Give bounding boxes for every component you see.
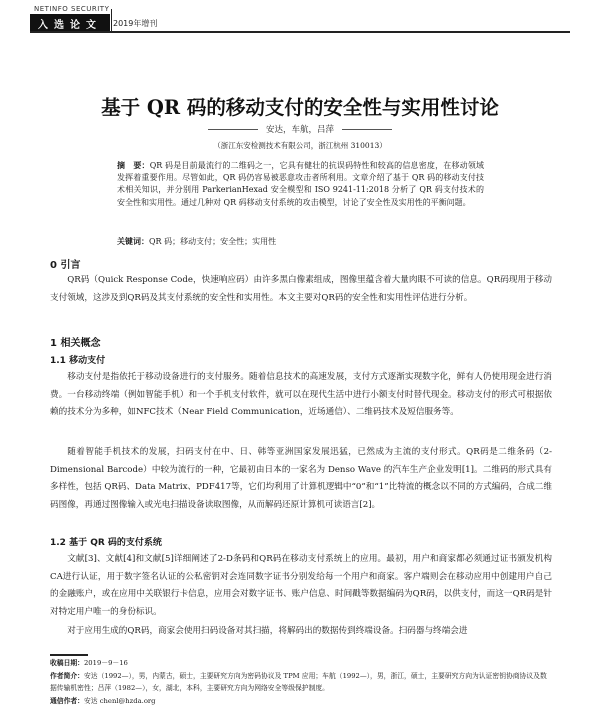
- footnote-rule: [50, 654, 88, 656]
- footnote: [50, 657, 552, 707]
- received-value: 2019－9－16: [83, 659, 128, 667]
- header-rule: [30, 31, 570, 33]
- heading-introduction: 0 引言: [50, 260, 81, 271]
- paragraph-mobile-payment: 移动支付是指依托于移动设备进行的支付服务。随着信息技术的高速发展，支付方式逐渐实现数字化，鲜有人仍使用现金进行消费。一台移动终端（例如智能手机）和一个手机支付软件，就可以在现代生活中进行小额支付时替代现金。移动支付的形式可根据依赖的技术分为多种，如NFC技术（Near Field Communication，近场通信）、二维码技术及短信服务等。: [50, 372, 552, 418]
- journal-header: [0, 0, 600, 34]
- author-line: [0, 123, 600, 135]
- heading-mobile-payment: 1.1 移动支付: [50, 356, 106, 366]
- paragraph-qr-payment-system: 文献[3]、文献[4]和文献[5]详细阐述了2-D条码和QR码在移动支付系统上的应用。最初，用户和商家都必须通过证书颁发机构CA进行认证，用于数字签名认证的公私密钥对会连同数字证书分别发给每一个用户和商家。客户端则会在移动应用中创建用户自己的金融账户，或在应用中关联银行卡信息，应用会对数字证书、账户信息、时间戳等数据编码为QR码，以供支付，而这一QR码是针对特定用户唯一的身份标识。: [50, 554, 552, 617]
- heading-related-concepts: 1 相关概念: [50, 338, 101, 349]
- journal-name: NETINFO SECURITY: [34, 5, 110, 13]
- author-right-rule: [342, 129, 392, 130]
- abstract-text: QR 码是目前最流行的二维码之一，它具有健壮的抗误码特性和较高的信息密度，在移动领域发挥着重要作用。尽管如此，QR 码仍容易被恶意攻击者所利用。文章介绍了基于 QR 码的移动支付技术相关知识，并分别用 ParkerianHexad 安全模型和 ISO 9241-11:2018 分析了 QR 码支付技术的安全性和实用性。通过几种对 QR 码移动支付系统的攻击模型，讨论了安全性及实用性的平衡问题。: [117, 161, 484, 207]
- section-tab: 入选论文: [38, 20, 102, 31]
- contact-value: 安达 chenl@hzda.org: [83, 696, 156, 705]
- paper-title: 基于 QR 码的移动支付的安全性与实用性讨论: [101, 96, 499, 119]
- issue-label: 2019年增刊: [113, 19, 158, 28]
- authors: 安达，车航，吕萍: [265, 125, 334, 135]
- received-label: 收稿日期：: [50, 659, 84, 667]
- affiliation: （浙江东安检测技术有限公司，浙江杭州 310013）: [213, 141, 387, 150]
- header-divider: [111, 9, 112, 31]
- paragraph-qr-scan: 对于应用生成的QR码，商家会使用扫码设备对其扫描，将解码出的数据传到终端设备。扫码器与终端会进: [67, 626, 468, 636]
- abstract: [117, 160, 484, 209]
- contact-label: 通信作者：: [50, 696, 84, 705]
- author-bio: [50, 670, 552, 695]
- author-left-rule: [208, 129, 258, 130]
- heading-qr-payment-system: 1.2 基于 QR 码的支付系统: [50, 538, 162, 548]
- bio-label: 作者简介：: [50, 671, 84, 680]
- bio-text: 安达（1992—），男，内蒙古，硕士，主要研究方向为密码协议及 TPM 应用；车航（1992—），男，浙江，硕士，主要研究方向为认证密钥协商协议及数据传输机密性；吕萍（1982—），女，湖北，本科，主要研究方向为网络安全等级保护制度。: [50, 671, 547, 692]
- received-date: [50, 657, 552, 670]
- contact-author: [50, 695, 552, 708]
- abstract-label: 摘 要：: [117, 161, 150, 170]
- paragraph-qr-history: 随着智能手机技术的发展，扫码支付在中、日、韩等亚洲国家发展迅猛，已然成为主流的支付形式。QR码是二维条码（2-Dimensional Barcode）中较为流行的一种，它最初由日本的一家名为 Denso Wave 的汽车生产企业发明[1]。二维码的形式具有多样性，包括 QR码、Data Matrix、PDF417等，它们均利用了计算机逻辑中“0”和“1”比特流的概念以不同的方式编码，合成二维码图像，再通过图像输入或光电扫描设备读取图像，从而解码还原计算机可读语言[2]。: [50, 447, 552, 510]
- paragraph-introduction: QR码（Quick Response Code，快速响应码）由许多黑白像素组成，图像里蕴含着大量肉眼不可读的信息。QR码现用于移动支付领域，这涉及到QR码及其支付系统的安全性和实用性。本文主要对QR码的安全性和实用性评估进行分析。: [50, 275, 552, 303]
- keywords-label: 关键词：: [117, 237, 149, 246]
- keywords: [117, 236, 484, 247]
- keywords-text: QR 码；移动支付；安全性；实用性: [149, 237, 277, 246]
